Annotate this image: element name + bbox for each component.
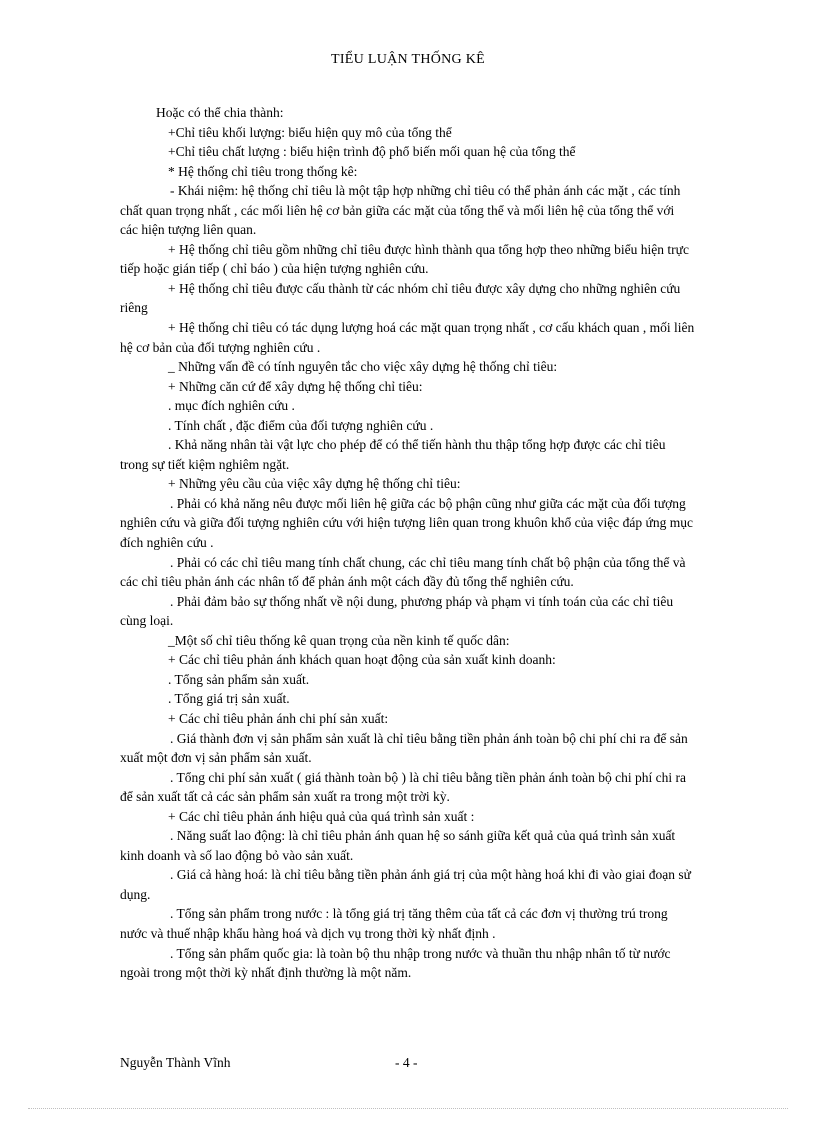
footer-author: Nguyễn Thành Vĩnh: [120, 1055, 231, 1070]
paragraph: . Tổng sản phẩm quốc gia: là toàn bộ thu nhập trong nước và thuần thu nhập nhân tố từ nước ngoài trong một thời kỳ nhất định thường là một năm.: [120, 945, 671, 981]
paragraph: . Tổng sản phẩm sản xuất.: [168, 671, 310, 687]
page-number: - 4 -: [395, 1055, 418, 1070]
paragraph: _Một số chỉ tiêu thống kê quan trọng của nền kinh tế quốc dân:: [168, 632, 510, 648]
paragraph: . Tổng sản phẩm trong nước : là tổng giá trị tăng thêm của tất cả các đơn vị thường trú trong nước và thuế nhập khẩu hàng hoá và dịch vụ trong thời kỳ nhất định .: [120, 906, 668, 941]
paragraph: + Hệ thống chỉ tiêu gồm những chỉ tiêu được hình thành qua tổng hợp theo những biểu hiện trực tiếp hoặc gián tiếp ( chỉ báo ) của hiện tượng nghiên cứu.: [120, 241, 689, 277]
paragraph: . Năng suất lao động: là chỉ tiêu phản ánh quan hệ so sánh giữa kết quả của quá trình sản xuất kinh doanh và số lao động bỏ vào sản xuất.: [120, 828, 676, 863]
paragraph: _ Những vấn đề có tính nguyên tắc cho việc xây dựng hệ thống chỉ tiêu:: [168, 359, 558, 375]
paragraph: . Phải có các chỉ tiêu mang tính chất chung, các chỉ tiêu mang tính chất bộ phận của tổng thể và các chỉ tiêu phản ánh các nhân tố để phản ánh một cách đầy đủ tổng thể nghiên cứu.: [120, 554, 686, 590]
page-bottom-divider: [28, 1108, 788, 1109]
paragraph: + Hệ thống chỉ tiêu được cấu thành từ các nhóm chỉ tiêu được xây dựng cho những nghiên cứu riêng: [120, 280, 681, 316]
paragraph: . Tổng chi phí sản xuất ( giá thành toàn bộ ) là chỉ tiêu bằng tiền phản ánh toàn bộ chi phí chi ra để sản xuất tất cả các sản phẩm sản xuất ra trong một trời kỳ.: [120, 769, 686, 805]
paragraph: Hoặc có thể chia thành:: [156, 105, 284, 120]
paragraph: . Tính chất , đặc điểm của đối tượng nghiên cứu .: [168, 417, 434, 433]
paragraph: . mục đích nghiên cứu .: [168, 398, 295, 414]
paragraph: +Chỉ tiêu khối lượng: biểu hiện quy mô của tổng thể: [168, 124, 452, 140]
paragraph: + Các chỉ tiêu phản ánh hiệu quả của quá trình sản xuất :: [168, 808, 475, 824]
paragraph: . Phải đảm bảo sự thống nhất về nội dung, phương pháp và phạm vi tính toán của các chỉ tiêu cùng loại.: [120, 593, 674, 629]
paragraph: . Phải có khả năng nêu được mối liên hệ giữa các bộ phận cũng như giữa các mặt của đối tượng nghiên cứu và giữa đối tượng nghiên cứu với hiện tượng liên quan trong khuôn khổ của việc đáp ứng mục đích nghiên cứu .: [120, 495, 693, 551]
paragraph: * Hệ thống chỉ tiêu trong thống kê:: [168, 163, 358, 179]
page-title: TIỂU LUẬN THỐNG KÊ: [330, 52, 486, 67]
paragraph: + Hệ thống chỉ tiêu có tác dụng lượng hoá các mặt quan trọng nhất , cơ cấu khách quan , mối liên hệ cơ bản của đối tượng nghiên cứu .: [120, 320, 695, 355]
paragraph: . Giá cả hàng hoá: là chỉ tiêu bằng tiền phản ánh giá trị của một hàng hoá khi đi vào giai đoạn sử dụng.: [120, 867, 691, 902]
paragraph: +Chỉ tiêu chất lượng : biểu hiện trình độ phổ biến mối quan hệ của tổng thể: [168, 144, 576, 160]
paragraph: - Khái niệm: hệ thống chỉ tiêu là một tập hợp những chỉ tiêu có thể phản ánh các mặt , các tính chất quan trọng nhất , các mối liên hệ cơ bản giữa các mặt của tổng thể và mối liên hệ của tổng thể với các hiện tượng liên quan.: [120, 183, 681, 238]
page-footer: [120, 1055, 695, 1075]
paragraph: + Các chỉ tiêu phản ánh khách quan hoạt động của sản xuất kinh doanh:: [168, 652, 556, 668]
paragraph: + Các chỉ tiêu phản ánh chi phí sản xuất:: [168, 710, 389, 726]
paragraph: . Tổng giá trị sản xuất.: [168, 691, 290, 707]
paragraph: + Những yêu cầu của việc xây dựng hệ thống chỉ tiêu:: [168, 476, 461, 492]
document-body: [120, 103, 695, 983]
paragraph: . Khả năng nhân tài vật lực cho phép để có thể tiến hành thu thập tổng hợp được các chỉ tiêu trong sự tiết kiệm nghiêm ngặt.: [120, 437, 666, 472]
paragraph: + Những căn cứ để xây dựng hệ thống chỉ tiêu:: [168, 378, 423, 394]
paragraph: . Giá thành đơn vị sản phẩm sản xuất là chỉ tiêu bằng tiền phản ánh toàn bộ chi phí chi ra để sản xuất một đơn vị sản phẩm sản xuất.: [120, 730, 688, 766]
